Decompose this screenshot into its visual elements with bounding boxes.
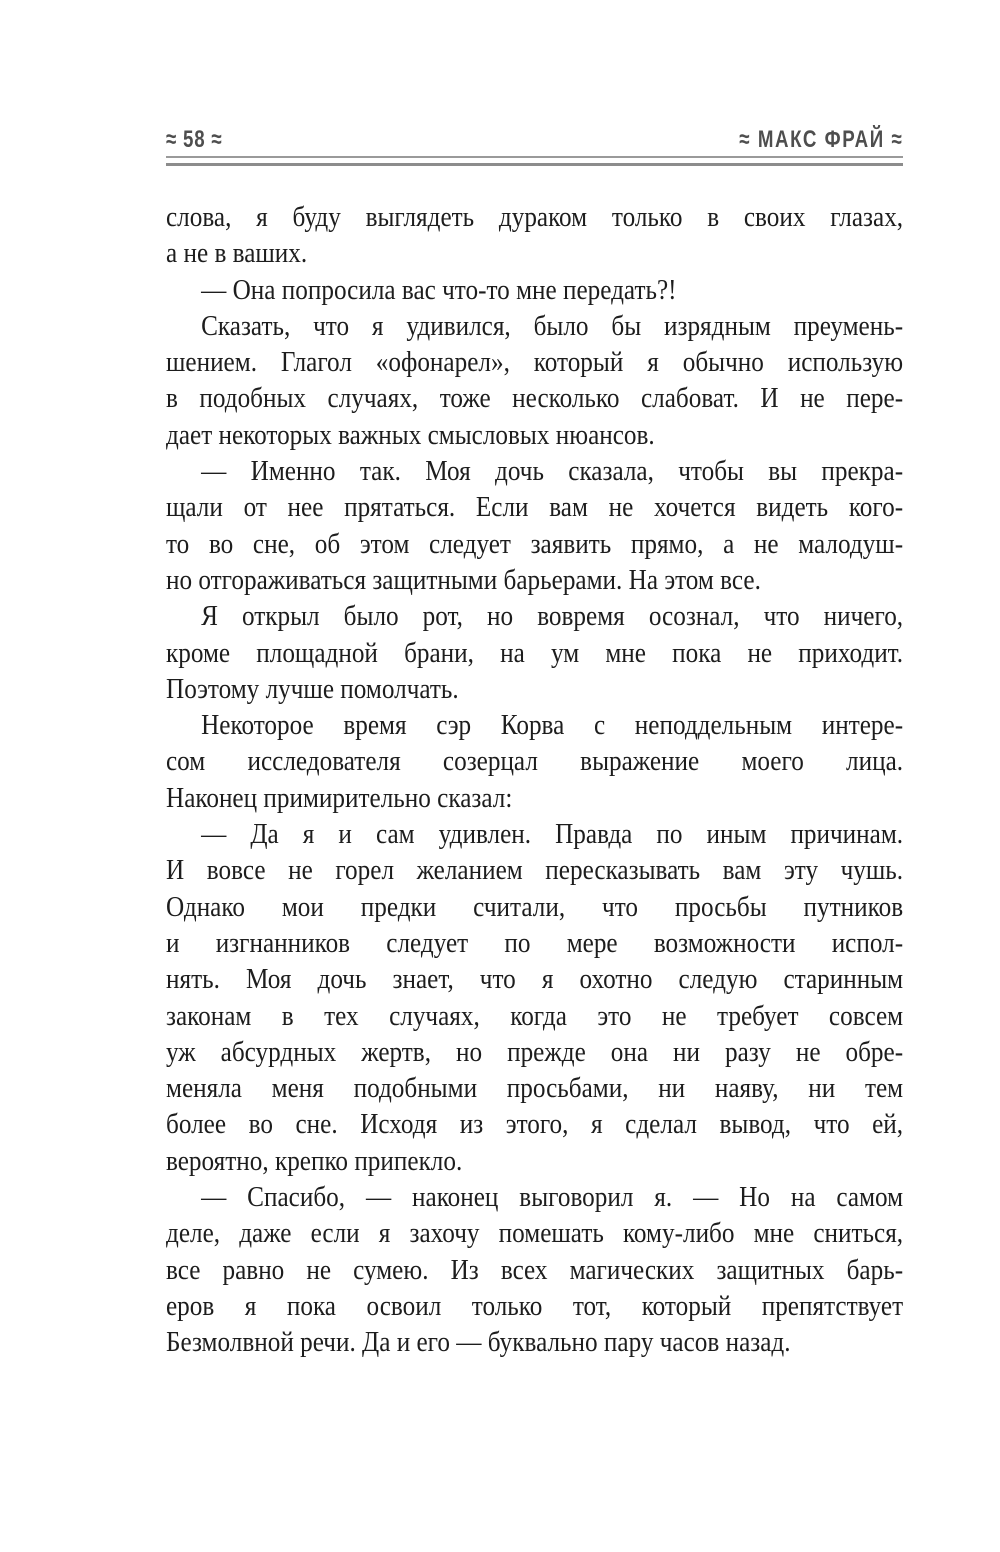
text-line: — Спасибо, — наконец выговорил я. — Но на самом (201, 1182, 904, 1214)
paragraph (166, 273, 903, 309)
paragraph (166, 200, 903, 273)
author-header: ≈ МАКС ФРАЙ ≈ (738, 126, 903, 153)
text-line: Наконец примирительно сказал: (166, 782, 513, 814)
text-line: в подобных случаях, тоже несколько слабоват. И не пере- (166, 383, 904, 415)
text-line: и изгнанников следует по мере возможности испол- (166, 927, 904, 959)
text-line: — Да я и сам удивлен. Правда по иным причинам. (201, 819, 904, 851)
paragraph (166, 309, 903, 454)
text-line: Поэтому лучше помолчать. (166, 673, 459, 705)
text-line: дает некоторых важных смысловых нюансов. (166, 419, 655, 451)
page-number: ≈ 58 ≈ (166, 126, 223, 153)
text-line: нять. Моя дочь знает, что я охотно следую старинным (166, 964, 904, 996)
body-text (166, 200, 903, 1362)
text-line: — Она попросила вас что-то мне передать?! (201, 274, 677, 306)
paragraph (166, 599, 903, 708)
text-line: а не в ваших. (166, 238, 308, 270)
header-divider (166, 156, 903, 166)
text-line: деле, даже если я захочу помешать кому-либо мне сниться, (166, 1218, 904, 1250)
page-header (166, 126, 903, 154)
paragraph (166, 817, 903, 1180)
text-line: кроме площадной брани, на ум мне пока не приходит. (166, 637, 904, 669)
text-line: шением. Глагол «офонарел», который я обычно использую (166, 347, 904, 379)
text-line: то во сне, об этом следует заявить прямо, а не малодуш- (166, 528, 904, 560)
text-line: Однако мои предки считали, что просьбы путников (166, 891, 904, 923)
text-line: еров я пока освоил только тот, который препятствует (166, 1290, 904, 1322)
text-line: но отгораживаться защитными барьерами. На этом все. (166, 564, 761, 596)
text-line: — Именно так. Моя дочь сказала, чтобы вы прекра- (201, 456, 904, 488)
text-line: слова, я буду выглядеть дураком только в своих глазах, (166, 202, 904, 233)
paragraph (166, 1180, 903, 1361)
text-line: Сказать, что я удивился, было бы изрядным преумень- (201, 310, 904, 342)
text-line: законам в тех случаях, когда это не требует совсем (166, 1000, 904, 1032)
text-line: Безмолвной речи. Да и его — буквально пару часов назад. (166, 1327, 791, 1359)
text-line: вероятно, крепко припекло. (166, 1145, 463, 1177)
text-line: И вовсе не горел желанием пересказывать вам эту чушь. (166, 855, 904, 887)
text-line: уж абсурдных жертв, но прежде она ни разу не обре- (166, 1036, 904, 1068)
text-line: Некоторое время сэр Корва с неподдельным интере- (201, 710, 904, 742)
text-line: сом исследователя созерцал выражение моего лица. (166, 746, 904, 778)
text-line: все равно не сумею. Из всех магических защитных барь- (166, 1254, 904, 1286)
text-line: Я открыл было рот, но вовремя осознал, что ничего, (201, 601, 904, 633)
text-line: меняла меня подобными просьбами, ни наяву, ни тем (166, 1073, 904, 1105)
text-line: более во сне. Исходя из этого, я сделал вывод, что ей, (166, 1109, 904, 1141)
text-line: щали от нее прятаться. Если вам не хочется видеть кого- (166, 492, 904, 524)
paragraph (166, 454, 903, 599)
paragraph (166, 708, 903, 817)
